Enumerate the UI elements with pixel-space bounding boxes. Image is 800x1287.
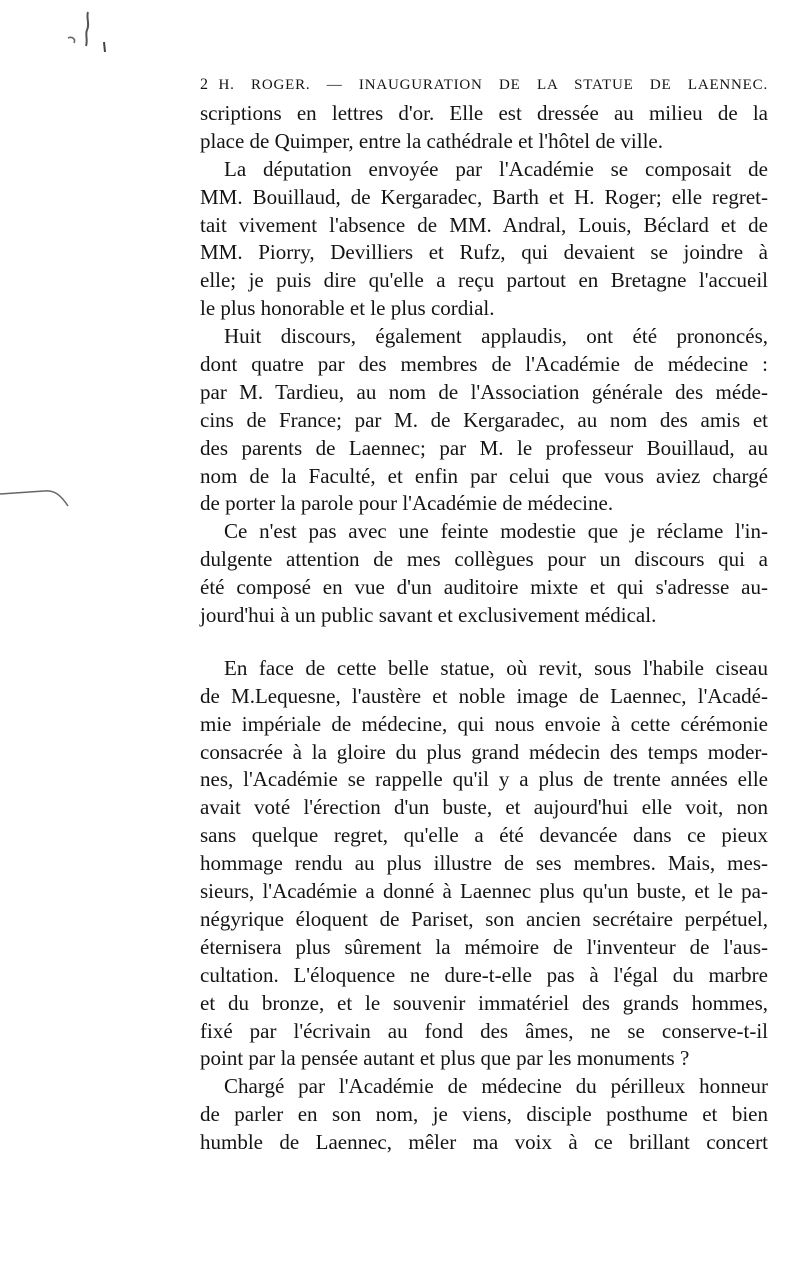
page-number: 2 (200, 76, 209, 93)
text-line: La députation envoyée par l'Académie se composait de (224, 156, 768, 181)
text-line: sans quelque regret, qu'elle a été devancée dans ce pieux (200, 823, 768, 848)
text-line: elle; je puis dire qu'elle a reçu partout en Bretagne l'accueil (200, 268, 768, 293)
text-line: cultation. L'éloquence ne dure-t-elle pas à l'égal du marbre (200, 962, 768, 987)
paragraph (200, 655, 768, 1073)
text-line: MM. Piorry, Devilliers et Rufz, qui devaient se joindre à (200, 240, 768, 265)
running-title: H. ROGER. — INAUGURATION DE LA STATUE DE LAENNEC. (218, 77, 768, 93)
text-line: cins de France; par M. de Kergaradec, au nom des amis et (200, 407, 768, 432)
text-line: dont quatre par des membres de l'Académie de médecine : (200, 352, 768, 377)
paragraph (200, 156, 768, 323)
text-line: tait vivement l'absence de MM. Andral, Louis, Béclard et de (200, 212, 768, 237)
text-line: nom de la Faculté, et enfin par celui que vous aviez chargé (200, 463, 768, 488)
text-line: et du bronze, et le souvenir immatériel des grands hommes, (200, 990, 768, 1015)
text-line: le plus honorable et le plus cordial. (200, 296, 495, 321)
text-line: humble de Laennec, mêler ma voix à ce brillant concert (200, 1130, 768, 1155)
text-line: dulgente attention de mes collègues pour un discours qui a (200, 547, 768, 572)
text-line: sieurs, l'Académie a donné à Laennec plus qu'un buste, et le pa- (200, 879, 768, 904)
text-line: consacrée à la gloire du plus grand médecin des temps moder- (200, 739, 768, 764)
text-line: En face de cette belle statue, où revit, sous l'habile ciseau (224, 655, 768, 680)
text-line: scriptions en lettres d'or. Elle est dressée au milieu de la (200, 101, 768, 125)
text-line: nes, l'Académie se rappelle qu'il y a plus de trente années elle (200, 767, 768, 792)
section-spacer (200, 630, 768, 655)
text-line: fixé par l'écrivain au fond des âmes, ne se conserve-t-il (200, 1018, 768, 1043)
text-line: Huit discours, également applaudis, ont été prononcés, (224, 324, 768, 349)
text-line: de M.Lequesne, l'austère et noble image de Laennec, l'Acadé- (200, 683, 768, 708)
running-head (200, 70, 768, 100)
text-line: été composé en vue d'un auditoire mixte et qui s'adresse au- (200, 575, 768, 600)
margin-line-mark (0, 484, 70, 508)
ink-mark (64, 8, 110, 52)
text-line: jourd'hui à un public savant et exclusivement médical. (200, 603, 657, 628)
text-line: éternisera plus sûrement la mémoire de l'inventeur de l'aus- (200, 934, 768, 959)
text-block (200, 70, 768, 1157)
text-line: avait voté l'érection d'un buste, et aujourd'hui elle voit, non (200, 795, 768, 820)
text-line: des parents de Laennec; par M. le professeur Bouillaud, au (200, 435, 768, 460)
text-line: Ce n'est pas avec une feinte modestie que je réclame l'in- (224, 519, 768, 544)
paragraph (200, 323, 768, 518)
paragraph (200, 100, 768, 156)
text-line: mie impériale de médecine, qui nous envoie à cette cérémonie (200, 711, 768, 736)
text-line: de parler en son nom, je viens, disciple posthume et bien (200, 1102, 768, 1127)
text-line: point par la pensée autant et plus que par les monuments ? (200, 1046, 690, 1071)
text-line: Chargé par l'Académie de médecine du périlleux honneur (224, 1074, 768, 1099)
text-line: MM. Bouillaud, de Kergaradec, Barth et H. Roger; elle regret- (200, 184, 768, 209)
text-line: négyrique éloquent de Pariset, son ancien secrétaire perpétuel, (200, 906, 768, 931)
text-line: place de Quimper, entre la cathédrale et l'hôtel de ville. (200, 128, 663, 153)
text-line: hommage rendu au plus illustre de ses membres. Mais, mes- (200, 851, 768, 876)
text-line: de porter la parole pour l'Académie de médecine. (200, 491, 614, 516)
paragraph (200, 1073, 768, 1157)
text-line: par M. Tardieu, au nom de l'Association générale des méde- (200, 379, 768, 404)
paragraph (200, 518, 768, 630)
